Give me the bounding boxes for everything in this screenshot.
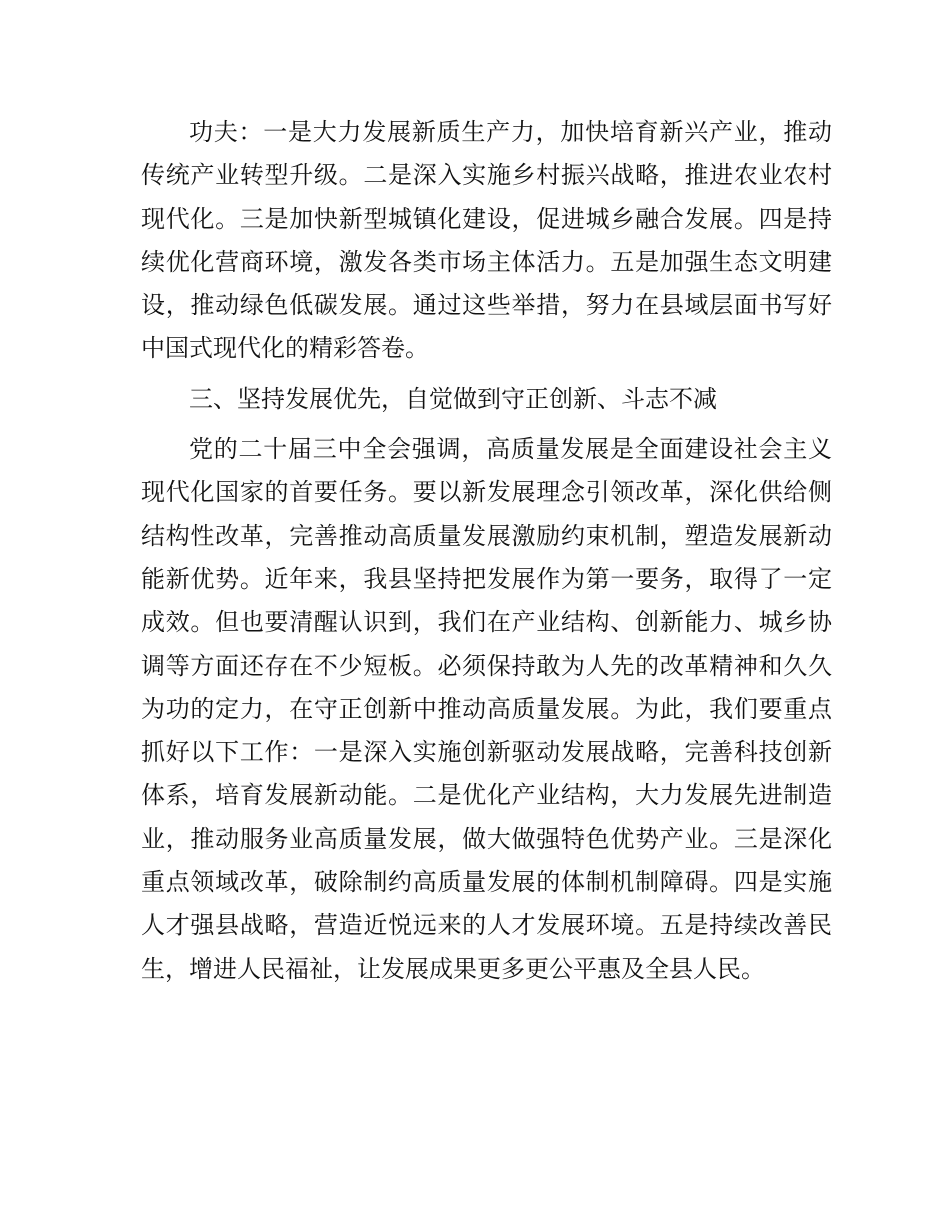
section-paragraph: 党的二十届三中全会强调，高质量发展是全面建设社会主义现代化国家的首要任务。要以新发展理念引领改革，深化供给侧结构性改革，完善推动高质量发展激励约束机制，塑造发展新动能新优势。近年来，我县坚持把发展作为第一要务，取得了一定成效。但也要清醒认识到，我们在产业结构、创新能力、城乡协调等方面还存在不少短板。必须保持敢为人先的改革精神和久久为功的定力，在守正创新中推动高质量发展。为此，我们要重点抓好以下工作：一是深入实施创新驱动发展战略，完善科技创新体系，培育发展新动能。二是优化产业结构，大力发展先进制造业，推动服务业高质量发展，做大做强特色优势产业。三是深化重点领域改革，破除制约高质量发展的体制机制障碍。四是实施人才强县战略，营造近悦远来的人才发展环境。五是持续改善民生，增进人民福祉，让发展成果更多更公平惠及全县人民。 bbox=[141, 435, 832, 983]
section-heading: 三、坚持发展优先，自觉做到守正创新、斗志不减 bbox=[189, 384, 717, 413]
paragraph-continuation: 功夫：一是大力发展新质生产力，加快培育新兴产业，推动传统产业转型升级。二是深入实施乡村振兴战略，推进农业农村现代化。三是加快新型城镇化建设，促进城乡融合发展。四是持续优化营商环境，激发各类市场主体活力。五是加强生态文明建设，推动绿色低碳发展。通过这些举措，努力在县域层面书写好中国式现代化的精彩答卷。 bbox=[141, 118, 832, 363]
